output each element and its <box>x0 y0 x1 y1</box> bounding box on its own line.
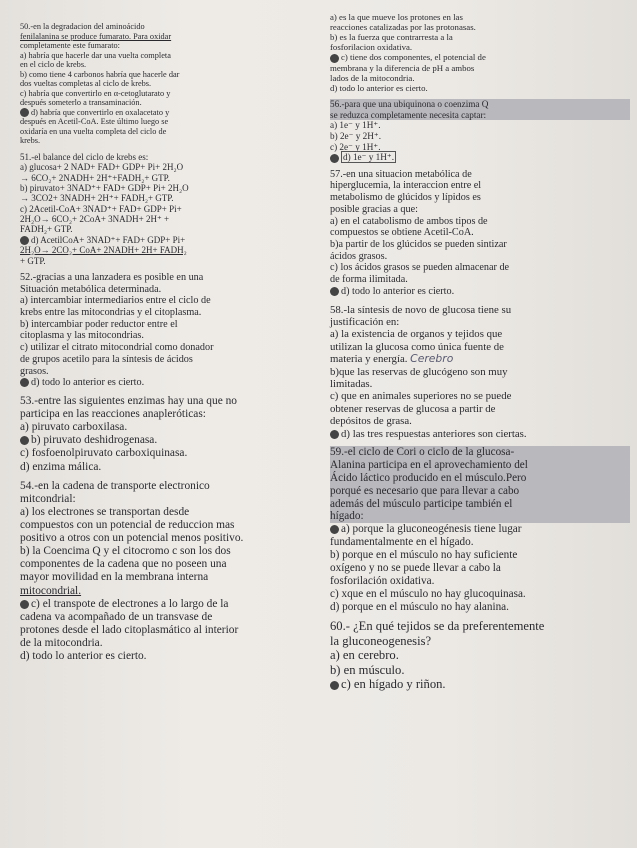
answer-mark-icon <box>330 430 339 439</box>
q56-option-a[interactable]: a) 1e⁻ y 1H⁺. <box>330 120 381 131</box>
q57-option-d-text: d) todo lo anterior es cierto. <box>341 285 455 297</box>
q54-option-b-cont: mayor movilidad en la membrana interna <box>20 571 209 584</box>
q59-option-d[interactable]: d) porque en el músculo no hay alanina. <box>330 600 509 613</box>
q58-option-a-text: materia y energía. <box>330 353 408 366</box>
right-column <box>330 12 630 692</box>
q53-option-a[interactable]: a) piruvato carboxilasa. <box>20 421 128 434</box>
q52-line: 52.-gracias a una lanzadera es posible en una <box>20 271 204 283</box>
q52-option-c-cont: grasos. <box>20 365 49 377</box>
q58-line: justificación en: <box>330 316 400 329</box>
q59-line: porqué es necesario que para llevar a cabo <box>330 485 630 498</box>
question-53 <box>20 395 316 474</box>
q50-line: completamente este fumarato: <box>20 41 120 51</box>
q56-line: se reduzca completamente necesita captar: <box>330 110 630 121</box>
q52-option-c[interactable]: c) utilizar el citrato mitocondrial como donador <box>20 342 214 354</box>
answer-mark-icon <box>330 681 339 690</box>
q57-line: hiperglucemia, la interaccion entre el <box>330 180 482 192</box>
q50-option-c[interactable]: c) habría que convertirlo en α-cetoglutarato y <box>20 88 171 98</box>
answer-mark-icon <box>20 378 29 387</box>
question-57 <box>330 169 630 298</box>
left-column <box>20 22 316 663</box>
q51-title: 51.-el balance del ciclo de krebs es: <box>20 151 149 162</box>
q53-option-c[interactable]: c) fosfoenolpiruvato carboxiquinasa. <box>20 447 188 460</box>
q53-line: participa en las reacciones anapleróticas: <box>20 408 206 421</box>
q60-option-c-text: c) en hígado y riñon. <box>341 677 446 692</box>
q52-option-c-cont: de grupos acetilo para la síntesis de ácidos <box>20 353 193 365</box>
question-50 <box>20 22 316 146</box>
q60-option-a[interactable]: a) en cerebro. <box>330 648 399 663</box>
q52-option-b-cont: citoplasma y las mitocondrias. <box>20 330 144 342</box>
q50-option-c-cont: después someterlo a transaminación. <box>20 98 142 108</box>
q54-option-b[interactable]: b) la Coencima Q y el citocromo c son los dos <box>20 545 231 558</box>
q52-option-d[interactable] <box>20 377 316 389</box>
q54-option-a-cont: compuestos con un potencial de reduccion mas <box>20 519 235 532</box>
q59-option-a[interactable] <box>330 523 630 536</box>
q51-option-c[interactable]: c) 2Acetil-CoA+ 3NAD⁺+ FAD+ GDP+ Pi+ <box>20 203 182 214</box>
q53-option-d[interactable]: d) enzima málica. <box>20 460 102 473</box>
question-51 <box>20 152 316 266</box>
q52-line: Situación metabólica determinada. <box>20 283 162 295</box>
q54-option-a[interactable]: a) los electrones se transportan desde <box>20 505 190 518</box>
q53-line: 53.-entre las siguientes enzimas hay una que no <box>20 395 237 408</box>
question-59 <box>330 446 630 613</box>
question-55 <box>330 12 630 93</box>
answer-mark-icon <box>330 54 339 63</box>
q59-option-b-cont: fosforilación oxidativa. <box>330 574 435 587</box>
q59-line: Alanina participa en el aprovechamiento del <box>330 459 630 472</box>
q55-option-c-text: c) tiene dos componentes, el potencial de <box>341 52 486 63</box>
q50-option-a[interactable]: a) habría que hacerle dar una vuelta completa <box>20 50 171 60</box>
q59-option-b-cont: oxígeno y no se puede llevar a cabo la <box>330 561 501 574</box>
q57-option-c[interactable]: c) los ácidos grasos se pueden almacenar de <box>330 262 510 274</box>
q59-option-a-text: a) porque la gluconeogénesis tiene lugar <box>341 523 522 536</box>
q59-option-c[interactable]: c) xque en el músculo no hay glucoquinasa. <box>330 587 526 600</box>
q56-option-d-text: d) 1e⁻ y 1H⁺. <box>343 152 395 163</box>
q50-option-b-cont: dos vueltas completas al ciclo de krebs. <box>20 79 152 89</box>
q51-option-c-cont: FADH₂+ GTP. <box>20 224 73 235</box>
q58-option-c[interactable]: c) que en animales superiores no se puede <box>330 390 512 403</box>
q58-option-c-cont: obtener reservas de glucosa a partir de <box>330 402 496 415</box>
q50-option-b[interactable]: b) como tiene 4 carbonos habría que hacerle dar <box>20 69 180 79</box>
q55-option-a-cont: reacciones catalizadas por las protonasas. <box>330 22 476 33</box>
question-58 <box>330 304 630 440</box>
q54-option-c-cont: protones desde el lado citoplasmático al interior <box>20 623 239 636</box>
q57-option-c-cont: de forma ilimitada. <box>330 274 408 286</box>
q55-option-c-cont: lados de la mitocondria. <box>330 73 415 84</box>
q50-option-d-cont: después en Acetil-CoA. Este último luego se <box>20 117 169 127</box>
q59-line: Ácido láctico producido en el músculo.Pero <box>330 472 630 485</box>
q54-option-c-text: c) el transpote de electrones a lo largo de la <box>31 597 229 610</box>
q54-option-d[interactable]: d) todo lo anterior es cierto. <box>20 650 147 663</box>
question-54 <box>20 480 316 664</box>
answer-mark-icon <box>330 525 339 534</box>
q60-line: la gluconeogenesis? <box>330 633 432 648</box>
q50-option-d-cont: krebs. <box>20 136 41 146</box>
q54-option-b-cont: mitocondrial. <box>20 584 82 597</box>
q58-option-d[interactable] <box>330 428 630 440</box>
q52-option-d-text: d) todo lo anterior es cierto. <box>31 377 145 389</box>
q57-option-b[interactable]: b)a partir de los glúcidos se pueden sintizar <box>330 239 507 251</box>
q57-option-d[interactable] <box>330 286 630 298</box>
q58-option-a[interactable]: a) la existencia de organos y tejidos que <box>330 328 503 341</box>
answer-mark-icon <box>20 236 29 245</box>
q54-option-c-cont: de la mitocondria. <box>20 637 103 649</box>
q58-line: 58.-la síntesis de novo de glucosa tiene su <box>330 303 512 316</box>
q54-option-c[interactable] <box>20 598 316 611</box>
q56-option-d[interactable] <box>330 152 630 163</box>
q55-option-b[interactable]: b) es la fuerza que contrarresta a la <box>330 32 453 43</box>
q58-option-b-cont: limitadas. <box>330 378 373 391</box>
q51-option-d-text: d) AcetilCoA+ 3NAD⁺+ FAD+ GDP+ Pi+ <box>31 234 186 245</box>
q51-option-b[interactable]: b) piruvato+ 3NAD⁺+ FAD+ GDP+ Pi+ 2H₂O <box>20 183 189 193</box>
question-60 <box>330 619 630 691</box>
answer-mark-icon <box>20 108 29 117</box>
q50-line: fenilalanina se produce fumarato. Para oxidar <box>20 31 172 41</box>
q57-option-b-cont: ácidos grasos. <box>330 250 388 262</box>
q51-option-d-cont: 2H₂O→ 2CO₂+ CoA+ 2NADH+ 2H+ FADH₂ <box>20 245 187 256</box>
q59-option-b[interactable]: b) porque en el músculo no hay suficiente <box>330 549 518 562</box>
q55-option-a[interactable]: a) es la que mueve los protones en las <box>330 12 463 22</box>
handwritten-note: Cerebro <box>410 352 454 366</box>
q54-option-c-cont: cadena va acompañado de un transvase de <box>20 610 213 623</box>
answer-mark-icon <box>20 600 29 609</box>
q57-line: metabolismo de glúcidos y lípidos es <box>330 192 481 204</box>
q52-option-a[interactable]: a) intercambiar intermediarios entre el ciclo de <box>20 295 211 307</box>
q50-option-a-cont: en el ciclo de krebs. <box>20 60 87 70</box>
q50-option-d-cont: oxidaría en una vuelta completa del ciclo de <box>20 126 167 136</box>
answer-mark-icon <box>330 154 339 163</box>
q55-option-c[interactable] <box>330 52 630 62</box>
q52-option-a-cont: krebs entre las mitocondrias y el citoplasma. <box>20 307 202 318</box>
q57-option-a-cont: compuestos se obtiene Acetil-CoA. <box>330 227 474 239</box>
q58-option-c-cont: depósitos de grasa. <box>330 415 412 428</box>
q55-option-d[interactable]: d) todo lo anterior es cierto. <box>330 83 428 94</box>
q54-option-a-cont: positivo a otros con un potencial menos positivo. <box>20 532 244 545</box>
q52-option-b[interactable]: b) intercambiar poder reductor entre el <box>20 318 178 330</box>
q53-option-b-text: b) piruvato deshidrogenasa. <box>31 434 158 447</box>
q59-line: 59.-el ciclo de Cori o ciclo de la glucosa- <box>330 446 630 459</box>
q59-line: hígado: <box>330 510 630 523</box>
q56-option-c[interactable]: c) 2e⁻ y 1H⁺. <box>330 141 381 152</box>
q55-option-c-cont: membrana y la diferencia de pH a ambos <box>330 62 475 73</box>
q58-option-a-cont: utilizan la glucosa como única fuente de <box>330 340 504 353</box>
q60-option-b[interactable]: b) en músculo. <box>330 662 405 677</box>
q58-option-b[interactable]: b)que las reservas de glucógeno son muy <box>330 365 508 378</box>
q58-option-a-cont <box>330 353 630 365</box>
q56-option-b[interactable]: b) 2e⁻ y 2H⁺. <box>330 130 382 141</box>
q57-line: 57.-en una situacion metabólica de <box>330 168 472 180</box>
q50-line: 50.-en la degradacion del aminoácido <box>20 22 145 31</box>
answer-mark-icon <box>20 436 29 445</box>
q60-line: 60.- ¿En qué tejidos se da preferentemente <box>330 619 545 634</box>
answer-mark-icon <box>330 287 339 296</box>
q57-line: posible gracias a que: <box>330 203 418 215</box>
q54-option-b-cont: componentes de la cadena que no poseen una <box>20 558 227 571</box>
q51-option-a-cont: → 6CO₂+ 2NADH+ 2H⁺+FADH₂+ GTP. <box>20 172 170 183</box>
q60-option-c[interactable] <box>330 677 630 691</box>
q50-option-d[interactable] <box>20 108 316 118</box>
q51-option-c-cont: 2H₂O→ 6CO₂+ 2CoA+ 3NADH+ 2H⁺ + <box>20 214 170 225</box>
q56-line: 56.-para que una ubiquinona o coenzima Q <box>330 99 630 110</box>
q59-line: además del músculo participe también el <box>330 498 630 511</box>
q55-option-b-cont: fosforilacion oxidativa. <box>330 42 413 53</box>
q57-option-a[interactable]: a) en el catabolismo de ambos tipos de <box>330 215 488 227</box>
q51-option-d-cont: + GTP. <box>20 255 46 266</box>
question-52 <box>20 272 316 389</box>
q50-option-d-text: d) habría que convertirlo en oxalacetato y <box>31 107 170 117</box>
q59-option-a-cont: fundamentalmente en el hígado. <box>330 536 474 549</box>
q53-option-b[interactable] <box>20 434 316 447</box>
q54-line: 54.-en la cadena de transporte electronico <box>20 479 210 492</box>
q51-option-b-cont: → 3CO2+ 3NADH+ 2H⁺+ FADH₂+ GTP. <box>20 193 174 204</box>
q58-option-d-text: d) las tres respuestas anteriores son ciertas. <box>341 427 527 440</box>
q54-line: mitcondrial: <box>20 492 76 505</box>
q51-option-a[interactable]: a) glucosa+ 2 NAD+ FAD+ GDP+ Pi+ 2H₂O <box>20 162 184 173</box>
question-56 <box>330 99 630 162</box>
q51-option-d[interactable] <box>20 235 316 245</box>
